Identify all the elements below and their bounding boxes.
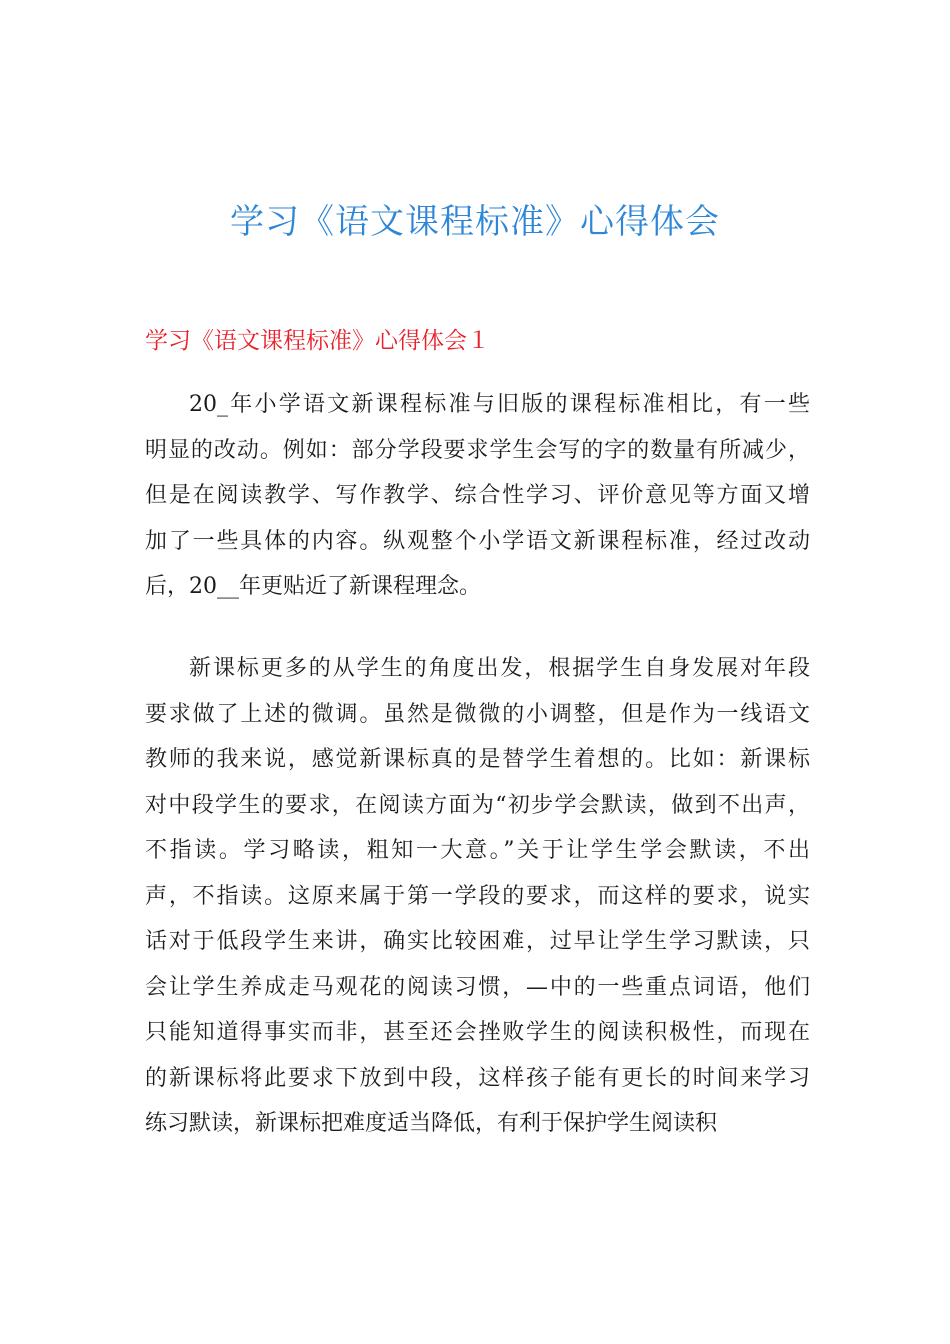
paragraph-line: 要求做了上述的微调。虽然是微微的小调整，但是作为一线语文 <box>145 701 810 727</box>
paragraph-line: 不指读。学习略读，粗知一大意。”关于让学生学会默读，不出 <box>145 838 810 863</box>
paragraph-line: 后，20__年更贴近了新课程理念。 <box>145 574 481 599</box>
paragraph-line: 话对于低段学生来讲，确实比较困难，过早让学生学习默读，只 <box>145 929 810 954</box>
paragraph-line: 明显的改动。例如：部分学段要求学生会写的字的数量有所减少， <box>145 437 810 463</box>
paragraph-line: 对中段学生的要求，在阅读方面为“初步学会默读，做到不出声， <box>145 792 810 818</box>
paragraph-line: 教师的我来说，感觉新课标真的是替学生着想的。比如：新课标 <box>145 747 810 772</box>
document-title: 学习《语文课程标准》心得体会 <box>230 202 720 242</box>
section-heading: 学习《语文课程标准》心得体会１ <box>145 328 490 354</box>
paragraph-line: 20_年小学语文新课程标准与旧版的课程标准相比，有一些 <box>189 392 810 417</box>
paragraph-line: 声，不指读。这原来属于第一学段的要求，而这样的要求，说实 <box>145 883 810 909</box>
paragraph-line: 只能知道得事实而非，甚至还会挫败学生的阅读积极性，而现在 <box>145 1020 810 1045</box>
paragraph-1 <box>145 382 810 610</box>
paragraph-2 <box>145 646 810 1147</box>
paragraph-line: 会让学生养成走马观花的阅读习惯，—中的一些重点词语，他们 <box>145 974 810 1000</box>
paragraph-line: 加了一些具体的内容。纵观整个小学语文新课程标准，经过改动 <box>145 528 810 554</box>
paragraph-line: 新课标更多的从学生的角度出发，根据学生自身发展对年段 <box>189 656 810 681</box>
paragraph-line: 的新课标将此要求下放到中段，这样孩子能有更长的时间来学习 <box>145 1065 810 1091</box>
paragraph-line: 但是在阅读教学、写作教学、综合性学习、评价意见等方面又增 <box>145 483 810 508</box>
paragraph-line: 练习默读，新课标把难度适当降低，有利于保护学生阅读积 <box>145 1111 718 1136</box>
